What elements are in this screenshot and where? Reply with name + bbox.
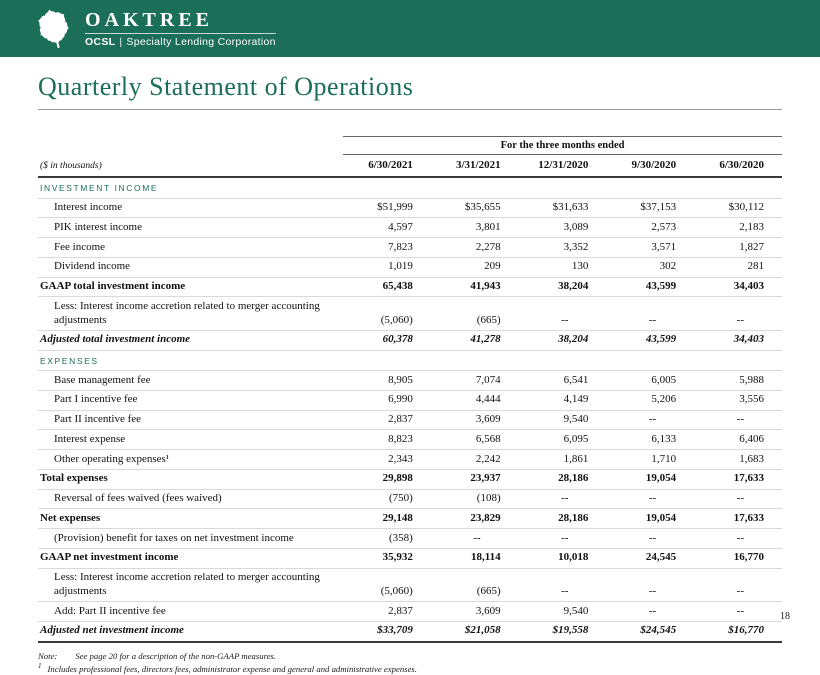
cell-value: --: [694, 297, 782, 331]
cell-value: $30,112: [694, 198, 782, 218]
cell-value: (665): [431, 297, 519, 331]
row-label: Total expenses: [38, 469, 343, 489]
row-label: Interest expense: [38, 430, 343, 450]
cell-value: 43,599: [606, 330, 694, 350]
cell-value: 7,823: [343, 238, 431, 258]
cell-value: 34,403: [694, 277, 782, 297]
column-header: 3/31/2021: [431, 155, 519, 177]
cell-value: $33,709: [343, 621, 431, 641]
brand-tagline: Specialty Lending Corporation: [126, 36, 276, 48]
table-body: [38, 177, 782, 642]
table-row: [38, 277, 782, 297]
section-header: INVESTMENT INCOME: [38, 177, 343, 198]
table-row: [38, 568, 782, 602]
cell-value: --: [519, 529, 607, 549]
row-label: Adjusted net investment income: [38, 621, 343, 641]
cell-value: 6,095: [519, 430, 607, 450]
cell-value: $31,633: [519, 198, 607, 218]
cell-value: 60,378: [343, 330, 431, 350]
cell-value: --: [606, 410, 694, 430]
note-line: [38, 651, 782, 662]
cell-value: 1,827: [694, 238, 782, 258]
cell-value: 17,633: [694, 469, 782, 489]
cell-value: 6,990: [343, 390, 431, 410]
cell-value: --: [694, 529, 782, 549]
cell-value: --: [519, 568, 607, 602]
cell-value: 19,054: [606, 469, 694, 489]
row-label: GAAP total investment income: [38, 277, 343, 297]
cell-value: 1,019: [343, 257, 431, 277]
table-row: [38, 238, 782, 258]
cell-value: 1,710: [606, 450, 694, 470]
cell-value: --: [519, 297, 607, 331]
cell-value: (5,060): [343, 568, 431, 602]
note-label: Note:: [38, 650, 58, 661]
brand-header: [0, 0, 820, 57]
brand-divider: |: [119, 36, 123, 48]
cell-value: 41,943: [431, 277, 519, 297]
oak-leaf-icon: [36, 6, 74, 52]
cell-value: $37,153: [606, 198, 694, 218]
cell-value: 9,540: [519, 602, 607, 622]
row-label: Adjusted total investment income: [38, 330, 343, 350]
cell-value: 7,074: [431, 371, 519, 391]
cell-value: 10,018: [519, 548, 607, 568]
cell-value: $19,558: [519, 621, 607, 641]
cell-value: 3,609: [431, 410, 519, 430]
span-header-spacer: [38, 137, 343, 155]
table-row: [38, 410, 782, 430]
table-row: [38, 371, 782, 391]
row-label: Interest income: [38, 198, 343, 218]
cell-value: --: [606, 489, 694, 509]
cell-value: 2,183: [694, 218, 782, 238]
cell-value: 29,898: [343, 469, 431, 489]
cell-value: [343, 177, 431, 198]
row-label: Less: Interest income accretion related to merger accounting adjustments: [38, 297, 343, 331]
cell-value: 3,801: [431, 218, 519, 238]
brand-subtitle: [85, 33, 276, 48]
slide-content: [0, 72, 820, 675]
cell-value: 3,089: [519, 218, 607, 238]
row-label: GAAP net investment income: [38, 548, 343, 568]
column-header: 12/31/2020: [519, 155, 607, 177]
table-row: [38, 218, 782, 238]
cell-value: 65,438: [343, 277, 431, 297]
cell-value: 281: [694, 257, 782, 277]
cell-value: 130: [519, 257, 607, 277]
row-label: Reversal of fees waived (fees waived): [38, 489, 343, 509]
row-label: Dividend income: [38, 257, 343, 277]
cell-value: 29,148: [343, 509, 431, 529]
cell-value: $16,770: [694, 621, 782, 641]
cell-value: 8,823: [343, 430, 431, 450]
cell-value: 16,770: [694, 548, 782, 568]
row-label: Part I incentive fee: [38, 390, 343, 410]
table-row: [38, 602, 782, 622]
cell-value: 23,829: [431, 509, 519, 529]
cell-value: 28,186: [519, 469, 607, 489]
cell-value: --: [431, 529, 519, 549]
cell-value: 2,837: [343, 410, 431, 430]
cell-value: 9,540: [519, 410, 607, 430]
cell-value: 18,114: [431, 548, 519, 568]
cell-value: 38,204: [519, 330, 607, 350]
cell-value: 23,937: [431, 469, 519, 489]
cell-value: [519, 350, 607, 371]
units-label: ($ in thousands): [38, 155, 343, 177]
cell-value: 2,242: [431, 450, 519, 470]
table-row: [38, 548, 782, 568]
brand-text: [85, 9, 276, 48]
cell-value: 6,005: [606, 371, 694, 391]
column-header: 6/30/2020: [694, 155, 782, 177]
cell-value: [694, 177, 782, 198]
cell-value: [431, 177, 519, 198]
cell-value: 3,556: [694, 390, 782, 410]
cell-value: 41,278: [431, 330, 519, 350]
table-row: [38, 430, 782, 450]
cell-value: 5,206: [606, 390, 694, 410]
row-label: PIK interest income: [38, 218, 343, 238]
cell-value: 28,186: [519, 509, 607, 529]
column-header: 6/30/2021: [343, 155, 431, 177]
cell-value: --: [606, 297, 694, 331]
table-row: [38, 257, 782, 277]
row-label: Net expenses: [38, 509, 343, 529]
cell-value: (665): [431, 568, 519, 602]
cell-value: 1,861: [519, 450, 607, 470]
column-header: 9/30/2020: [606, 155, 694, 177]
cell-value: 3,609: [431, 602, 519, 622]
footnote-line: [38, 662, 782, 675]
cell-value: (358): [343, 529, 431, 549]
cell-value: 1,683: [694, 450, 782, 470]
cell-value: 6,541: [519, 371, 607, 391]
cell-value: 6,133: [606, 430, 694, 450]
cell-value: [343, 350, 431, 371]
table-row: [38, 621, 782, 641]
cell-value: 2,343: [343, 450, 431, 470]
cell-value: (5,060): [343, 297, 431, 331]
cell-value: [606, 350, 694, 371]
cell-value: (108): [431, 489, 519, 509]
cell-value: [606, 177, 694, 198]
cell-value: --: [694, 489, 782, 509]
cell-value: $35,655: [431, 198, 519, 218]
title-divider: [38, 109, 782, 110]
table-row: [38, 509, 782, 529]
brand-org: OCSL: [85, 36, 116, 48]
table-row: [38, 350, 782, 371]
row-label: (Provision) benefit for taxes on net investment income: [38, 529, 343, 549]
cell-value: 6,406: [694, 430, 782, 450]
row-label: Part II incentive fee: [38, 410, 343, 430]
cell-value: [694, 350, 782, 371]
span-header-row: [38, 137, 782, 155]
cell-value: [431, 350, 519, 371]
cell-value: 2,837: [343, 602, 431, 622]
table-row: [38, 529, 782, 549]
cell-value: 4,149: [519, 390, 607, 410]
cell-value: (750): [343, 489, 431, 509]
cell-value: 302: [606, 257, 694, 277]
row-label: Less: Interest income accretion related to merger accounting adjustments: [38, 568, 343, 602]
table-row: [38, 469, 782, 489]
page-number: 18: [780, 611, 790, 622]
cell-value: 43,599: [606, 277, 694, 297]
cell-value: 4,444: [431, 390, 519, 410]
row-label: Add: Part II incentive fee: [38, 602, 343, 622]
table-row: [38, 297, 782, 331]
page-title: Quarterly Statement of Operations: [38, 72, 414, 101]
footnotes: [38, 651, 782, 675]
footnote-marker: 1: [38, 661, 42, 670]
cell-value: 38,204: [519, 277, 607, 297]
cell-value: 34,403: [694, 330, 782, 350]
cell-value: --: [606, 529, 694, 549]
table-row: [38, 450, 782, 470]
table-row: [38, 390, 782, 410]
statement-of-operations-table: [38, 136, 782, 643]
cell-value: 5,988: [694, 371, 782, 391]
cell-value: 4,597: [343, 218, 431, 238]
row-label: Base management fee: [38, 371, 343, 391]
cell-value: 19,054: [606, 509, 694, 529]
cell-value: 8,905: [343, 371, 431, 391]
cell-value: $51,999: [343, 198, 431, 218]
cell-value: $24,545: [606, 621, 694, 641]
cell-value: 35,932: [343, 548, 431, 568]
row-label: Fee income: [38, 238, 343, 258]
note-text: See page 20 for a description of the non-GAAP measures.: [75, 650, 277, 661]
cell-value: 6,568: [431, 430, 519, 450]
cell-value: $21,058: [431, 621, 519, 641]
table-row: [38, 177, 782, 198]
cell-value: --: [606, 602, 694, 622]
cell-value: 209: [431, 257, 519, 277]
cell-value: --: [694, 568, 782, 602]
cell-value: --: [694, 410, 782, 430]
footnote-text: Includes professional fees, directors fees, administrator expense and general and administrative expenses.: [47, 663, 417, 674]
cell-value: 24,545: [606, 548, 694, 568]
brand-name: OAKTREE: [85, 9, 214, 31]
cell-value: [519, 177, 607, 198]
table-row: [38, 330, 782, 350]
span-header: For the three months ended: [343, 137, 782, 155]
cell-value: 2,573: [606, 218, 694, 238]
cell-value: --: [694, 602, 782, 622]
cell-value: 3,352: [519, 238, 607, 258]
table-row: [38, 198, 782, 218]
cell-value: 17,633: [694, 509, 782, 529]
cell-value: 3,571: [606, 238, 694, 258]
table-row: [38, 489, 782, 509]
cell-value: --: [519, 489, 607, 509]
cell-value: --: [606, 568, 694, 602]
row-label: Other operating expenses¹: [38, 450, 343, 470]
dates-row: [38, 155, 782, 177]
cell-value: 2,278: [431, 238, 519, 258]
section-header: EXPENSES: [38, 350, 343, 371]
